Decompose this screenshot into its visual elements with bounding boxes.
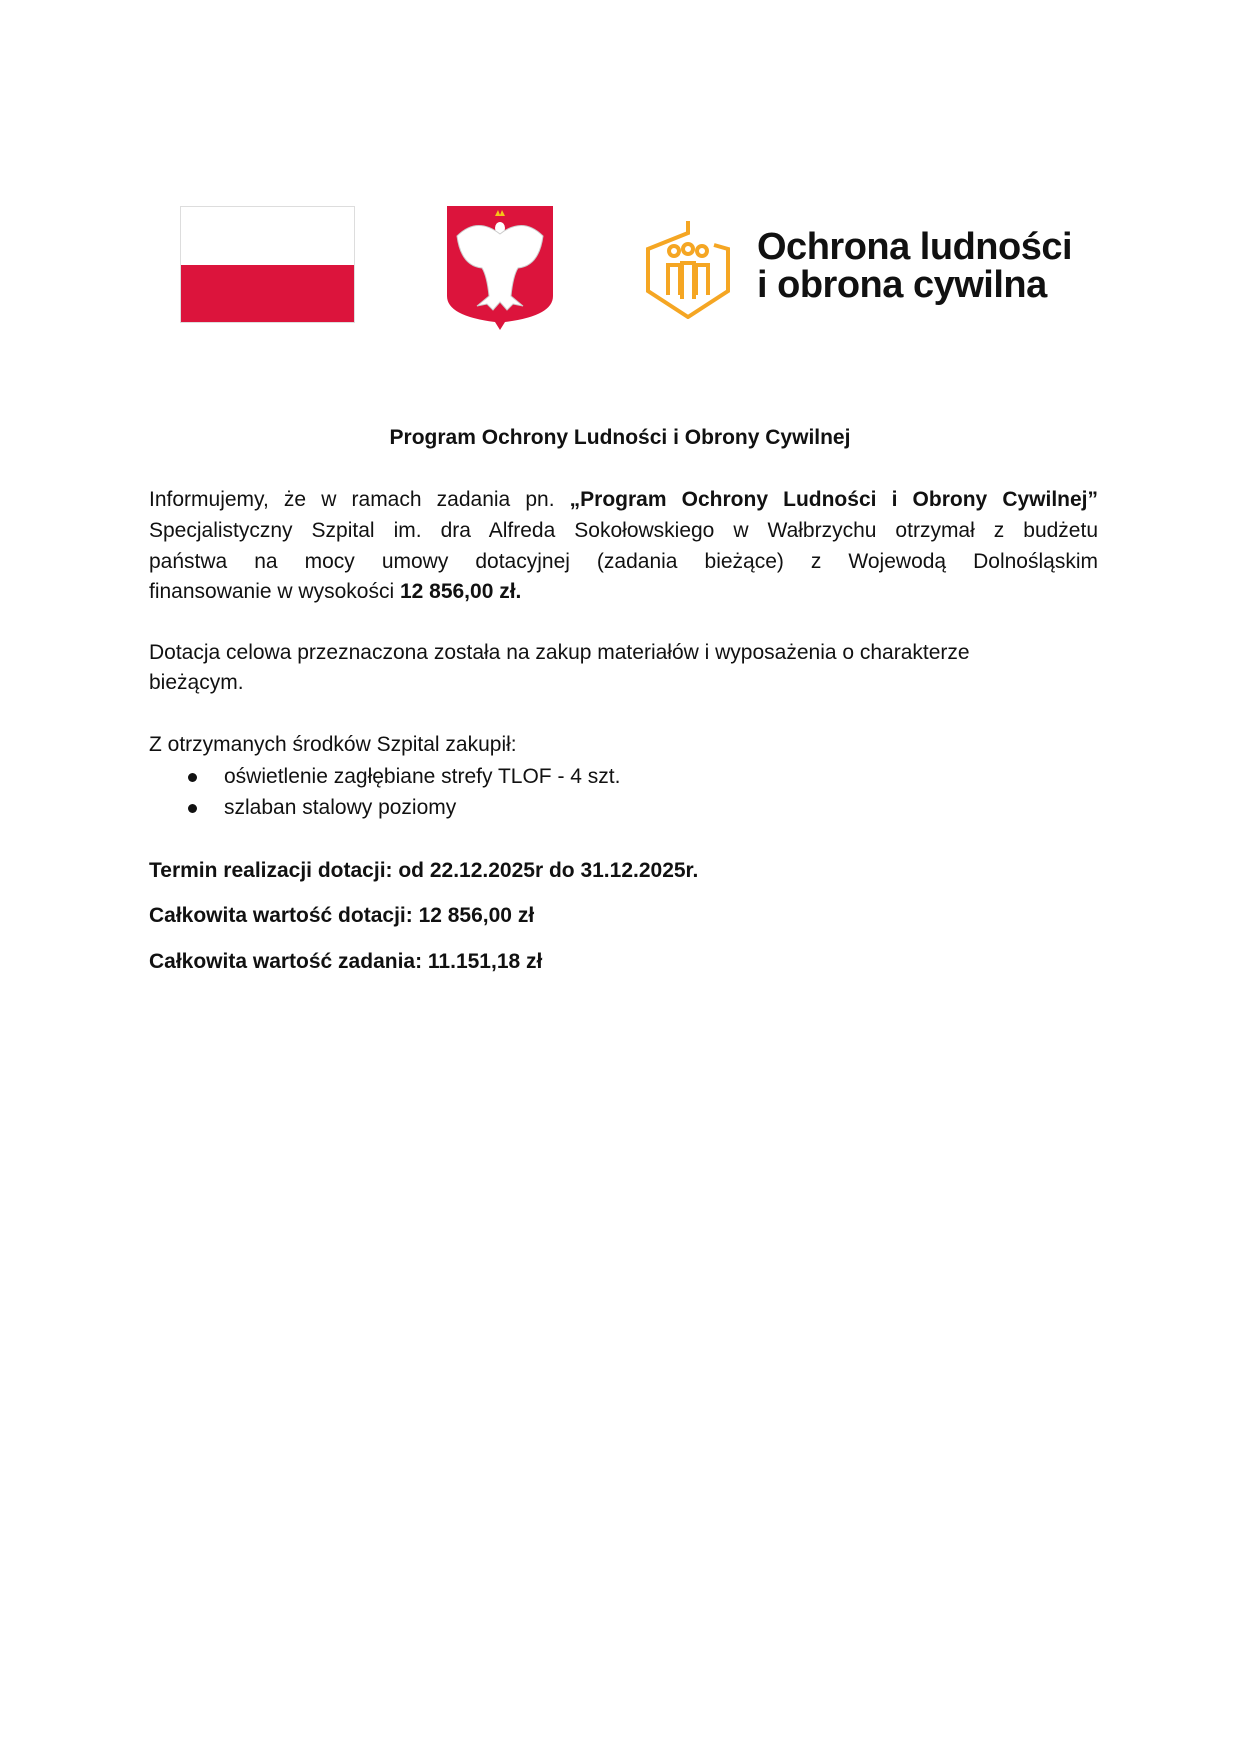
bullet-icon bbox=[188, 804, 197, 813]
logo-text-line-2: i obrona cywilna bbox=[757, 264, 1047, 306]
paragraph-2-line-1: Dotacja celowa przeznaczona została na zakup materiałów i wyposażenia o charakterze bbox=[149, 641, 970, 664]
task-total: Całkowita wartość zadania: 11.151,18 zł bbox=[149, 950, 543, 973]
bullet-icon bbox=[188, 773, 197, 782]
grant-total: Całkowita wartość dotacji: 12 856,00 zł bbox=[149, 904, 535, 927]
realization-term: Termin realizacji dotacji: od 22.12.2025r do 31.12.2025r. bbox=[149, 859, 699, 882]
civil-defence-logo-icon bbox=[644, 219, 732, 319]
purchases-intro: Z otrzymanych środków Szpital zakupił: bbox=[149, 733, 517, 756]
paragraph-1-line-4 bbox=[149, 579, 1098, 605]
paragraph-1-line-3: państwa na mocy umowy dotacyjnej (zadania bieżące) z Wojewodą Dolnośląskim bbox=[149, 550, 1098, 573]
logo-text-line-1: Ochrona ludności bbox=[757, 226, 1073, 268]
list-item: oświetlenie zagłębiane strefy TLOF - 4 szt. bbox=[224, 765, 621, 788]
coat-of-arms-emblem bbox=[447, 206, 553, 330]
text: finansowanie w wysokości bbox=[149, 580, 400, 603]
paragraph-2-line-2: bieżącym. bbox=[149, 671, 244, 694]
document-title: Program Ochrony Ludności i Obrony Cywilnej bbox=[389, 426, 851, 449]
civil-defence-logo-text bbox=[757, 228, 1072, 304]
paragraph-1-line-1 bbox=[149, 487, 1098, 513]
polish-flag bbox=[180, 206, 355, 323]
grant-amount: 12 856,00 zł. bbox=[399, 580, 522, 603]
text: Informujemy, że w ramach zadania pn. bbox=[149, 488, 570, 511]
paragraph-1-line-2: Specjalistyczny Szpital im. dra Alfreda Sokołowskiego w Wałbrzychu otrzymał z budżetu bbox=[149, 519, 1098, 542]
list-item: szlaban stalowy poziomy bbox=[224, 796, 457, 819]
program-name: „Program Ochrony Ludności i Obrony Cywilnej” bbox=[569, 488, 1099, 511]
